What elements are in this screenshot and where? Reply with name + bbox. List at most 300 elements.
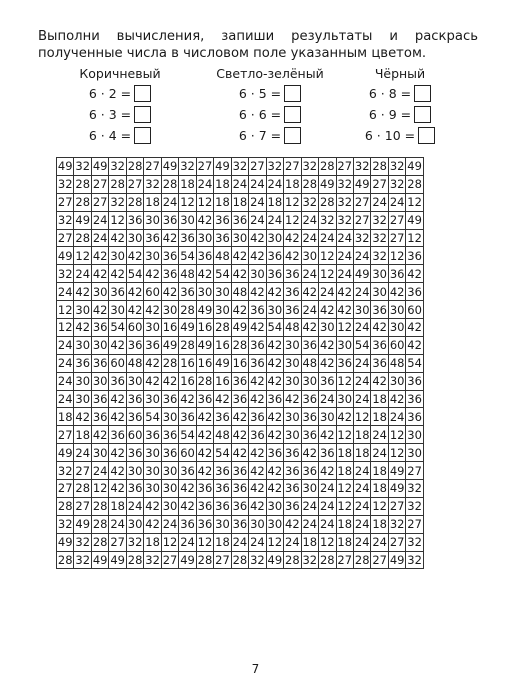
grid-cell[interactable]: 36 xyxy=(372,302,387,317)
grid-cell[interactable]: 42 xyxy=(389,284,405,299)
grid-cell[interactable]: 28 xyxy=(57,499,73,514)
grid-cell[interactable]: 36 xyxy=(162,248,178,263)
grid-cell[interactable]: 18 xyxy=(215,195,230,210)
grid-cell[interactable]: 24 xyxy=(302,266,318,281)
grid-cell[interactable]: 30 xyxy=(92,284,108,299)
grid-cell[interactable]: 30 xyxy=(145,392,160,407)
grid-cell[interactable]: 42 xyxy=(267,409,283,424)
grid-cell[interactable]: 28 xyxy=(319,195,335,210)
grid-cell[interactable]: 16 xyxy=(162,320,178,335)
grid-cell[interactable]: 24 xyxy=(267,177,283,192)
grid-cell[interactable]: 42 xyxy=(180,481,195,496)
grid-cell[interactable]: 24 xyxy=(372,535,387,550)
grid-cell[interactable]: 24 xyxy=(302,231,318,245)
grid-cell[interactable]: 30 xyxy=(232,231,248,245)
grid-cell[interactable]: 36 xyxy=(197,517,213,532)
grid-cell[interactable]: 27 xyxy=(372,553,387,568)
grid-cell[interactable]: 32 xyxy=(407,535,422,550)
grid-cell[interactable]: 30 xyxy=(145,481,160,496)
grid-cell[interactable]: 54 xyxy=(180,248,195,263)
grid-cell[interactable]: 32 xyxy=(337,195,353,210)
grid-cell[interactable]: 42 xyxy=(337,409,353,424)
grid-cell[interactable]: 49 xyxy=(57,248,73,263)
grid-cell[interactable]: 42 xyxy=(302,320,318,335)
grid-cell[interactable]: 42 xyxy=(267,463,283,478)
grid-cell[interactable]: 60 xyxy=(389,338,405,353)
grid-cell[interactable]: 48 xyxy=(302,356,318,371)
grid-cell[interactable]: 24 xyxy=(162,517,178,532)
grid-cell[interactable]: 12 xyxy=(337,481,353,496)
grid-cell[interactable]: 36 xyxy=(285,499,300,514)
grid-cell[interactable]: 36 xyxy=(110,427,125,442)
grid-cell[interactable]: 36 xyxy=(127,409,143,424)
grid-cell[interactable]: 18 xyxy=(302,535,318,550)
grid-cell[interactable]: 28 xyxy=(232,338,248,353)
grid-cell[interactable]: 36 xyxy=(92,320,108,335)
grid-cell[interactable]: 24 xyxy=(250,177,265,192)
grid-cell[interactable]: 28 xyxy=(232,553,248,568)
grid-cell[interactable]: 42 xyxy=(145,499,160,514)
grid-cell[interactable]: 42 xyxy=(180,499,195,514)
grid-cell[interactable]: 18 xyxy=(267,195,283,210)
grid-cell[interactable]: 24 xyxy=(110,517,125,532)
grid-cell[interactable]: 18 xyxy=(145,195,160,210)
grid-cell[interactable]: 27 xyxy=(354,213,370,228)
grid-cell[interactable]: 24 xyxy=(319,517,335,532)
grid-cell[interactable]: 36 xyxy=(197,248,213,263)
grid-cell[interactable]: 30 xyxy=(162,463,178,478)
grid-cell[interactable]: 27 xyxy=(110,535,125,550)
grid-cell[interactable]: 36 xyxy=(215,499,230,514)
grid-cell[interactable]: 12 xyxy=(162,535,178,550)
grid-cell[interactable]: 42 xyxy=(337,302,353,317)
grid-cell[interactable]: 28 xyxy=(127,553,143,568)
grid-cell[interactable]: 30 xyxy=(407,427,422,442)
grid-cell[interactable]: 30 xyxy=(285,338,300,353)
grid-cell[interactable]: 42 xyxy=(250,320,265,335)
grid-cell[interactable]: 24 xyxy=(372,427,387,442)
grid-cell[interactable]: 32 xyxy=(372,213,387,228)
grid-cell[interactable]: 30 xyxy=(75,302,91,317)
grid-cell[interactable]: 36 xyxy=(75,356,91,371)
grid-cell[interactable]: 42 xyxy=(250,481,265,496)
grid-cell[interactable]: 36 xyxy=(232,481,248,496)
grid-cell[interactable]: 60 xyxy=(180,445,195,460)
grid-cell[interactable]: 49 xyxy=(110,553,125,568)
grid-cell[interactable]: 18 xyxy=(372,392,387,407)
grid-cell[interactable]: 36 xyxy=(285,481,300,496)
grid-cell[interactable]: 42 xyxy=(110,266,125,281)
grid-cell[interactable]: 32 xyxy=(337,177,353,192)
grid-cell[interactable]: 42 xyxy=(285,517,300,532)
grid-cell[interactable]: 32 xyxy=(110,195,125,210)
grid-cell[interactable]: 12 xyxy=(75,248,91,263)
grid-cell[interactable]: 28 xyxy=(372,159,387,174)
grid-cell[interactable]: 24 xyxy=(92,213,108,228)
grid-cell[interactable]: 60 xyxy=(145,284,160,299)
grid-cell[interactable]: 42 xyxy=(232,427,248,442)
grid-cell[interactable]: 24 xyxy=(57,284,73,299)
grid-cell[interactable]: 42 xyxy=(92,302,108,317)
grid-cell[interactable]: 12 xyxy=(285,195,300,210)
grid-cell[interactable]: 28 xyxy=(180,338,195,353)
grid-cell[interactable]: 36 xyxy=(110,284,125,299)
grid-cell[interactable]: 16 xyxy=(215,374,230,389)
grid-cell[interactable]: 36 xyxy=(267,248,283,263)
grid-cell[interactable]: 36 xyxy=(285,284,300,299)
grid-cell[interactable]: 12 xyxy=(337,374,353,389)
grid-cell[interactable]: 24 xyxy=(57,338,73,353)
grid-cell[interactable]: 24 xyxy=(354,284,370,299)
grid-cell[interactable]: 28 xyxy=(197,553,213,568)
grid-cell[interactable]: 36 xyxy=(215,481,230,496)
grid-cell[interactable]: 36 xyxy=(197,499,213,514)
answer-box[interactable] xyxy=(284,127,301,144)
grid-cell[interactable]: 60 xyxy=(407,302,422,317)
grid-cell[interactable]: 24 xyxy=(302,302,318,317)
grid-cell[interactable]: 16 xyxy=(180,374,195,389)
grid-cell[interactable]: 32 xyxy=(302,553,318,568)
grid-cell[interactable]: 42 xyxy=(407,338,422,353)
grid-cell[interactable]: 12 xyxy=(337,320,353,335)
grid-cell[interactable]: 30 xyxy=(285,427,300,442)
grid-cell[interactable]: 24 xyxy=(302,517,318,532)
grid-cell[interactable]: 36 xyxy=(302,463,318,478)
grid-cell[interactable]: 18 xyxy=(354,427,370,442)
grid-cell[interactable]: 36 xyxy=(302,409,318,424)
grid-cell[interactable]: 36 xyxy=(145,338,160,353)
grid-cell[interactable]: 28 xyxy=(319,553,335,568)
grid-cell[interactable]: 24 xyxy=(75,266,91,281)
grid-cell[interactable]: 42 xyxy=(267,427,283,442)
grid-cell[interactable]: 32 xyxy=(337,213,353,228)
grid-cell[interactable]: 36 xyxy=(197,481,213,496)
grid-cell[interactable]: 42 xyxy=(250,284,265,299)
grid-cell[interactable]: 42 xyxy=(162,231,178,245)
grid-cell[interactable]: 36 xyxy=(302,427,318,442)
grid-cell[interactable]: 36 xyxy=(92,409,108,424)
grid-cell[interactable]: 27 xyxy=(407,463,422,478)
grid-cell[interactable]: 49 xyxy=(57,535,73,550)
grid-cell[interactable]: 32 xyxy=(389,159,405,174)
grid-cell[interactable]: 49 xyxy=(267,553,283,568)
grid-cell[interactable]: 30 xyxy=(319,409,335,424)
grid-cell[interactable]: 27 xyxy=(389,231,405,245)
grid-cell[interactable]: 30 xyxy=(337,392,353,407)
grid-cell[interactable]: 24 xyxy=(232,177,248,192)
grid-cell[interactable]: 42 xyxy=(407,266,422,281)
grid-cell[interactable]: 36 xyxy=(267,392,283,407)
grid-cell[interactable]: 36 xyxy=(232,517,248,532)
grid-cell[interactable]: 36 xyxy=(285,266,300,281)
grid-cell[interactable]: 32 xyxy=(319,213,335,228)
grid-cell[interactable]: 42 xyxy=(75,409,91,424)
grid-cell[interactable]: 27 xyxy=(57,195,73,210)
grid-cell[interactable]: 30 xyxy=(162,481,178,496)
grid-cell[interactable]: 36 xyxy=(180,463,195,478)
grid-cell[interactable]: 36 xyxy=(232,392,248,407)
grid-cell[interactable]: 30 xyxy=(285,374,300,389)
grid-cell[interactable]: 28 xyxy=(302,177,318,192)
grid-cell[interactable]: 28 xyxy=(92,535,108,550)
grid-cell[interactable]: 18 xyxy=(337,463,353,478)
grid-cell[interactable]: 42 xyxy=(250,248,265,263)
grid-cell[interactable]: 42 xyxy=(110,231,125,245)
grid-cell[interactable]: 32 xyxy=(372,231,387,245)
grid-cell[interactable]: 48 xyxy=(127,356,143,371)
grid-cell[interactable]: 27 xyxy=(389,535,405,550)
grid-cell[interactable]: 49 xyxy=(92,159,108,174)
grid-cell[interactable]: 28 xyxy=(197,374,213,389)
grid-cell[interactable]: 49 xyxy=(319,177,335,192)
grid-cell[interactable]: 32 xyxy=(145,177,160,192)
grid-cell[interactable]: 60 xyxy=(110,356,125,371)
grid-cell[interactable]: 49 xyxy=(197,302,213,317)
grid-cell[interactable]: 24 xyxy=(354,320,370,335)
grid-cell[interactable]: 49 xyxy=(215,159,230,174)
grid-cell[interactable]: 42 xyxy=(389,392,405,407)
grid-cell[interactable]: 36 xyxy=(407,248,422,263)
grid-cell[interactable]: 32 xyxy=(302,195,318,210)
grid-cell[interactable]: 32 xyxy=(372,248,387,263)
grid-cell[interactable]: 42 xyxy=(302,284,318,299)
grid-cell[interactable]: 42 xyxy=(110,463,125,478)
grid-cell[interactable]: 28 xyxy=(75,195,91,210)
grid-cell[interactable]: 36 xyxy=(180,284,195,299)
grid-cell[interactable]: 36 xyxy=(162,266,178,281)
grid-cell[interactable]: 42 xyxy=(110,392,125,407)
grid-cell[interactable]: 42 xyxy=(197,409,213,424)
grid-cell[interactable]: 36 xyxy=(250,427,265,442)
grid-cell[interactable]: 32 xyxy=(407,553,422,568)
grid-cell[interactable]: 27 xyxy=(162,553,178,568)
grid-cell[interactable]: 12 xyxy=(267,535,283,550)
grid-cell[interactable]: 30 xyxy=(215,517,230,532)
grid-cell[interactable]: 28 xyxy=(319,159,335,174)
grid-cell[interactable]: 42 xyxy=(267,356,283,371)
grid-cell[interactable]: 12 xyxy=(197,195,213,210)
grid-cell[interactable]: 32 xyxy=(232,159,248,174)
grid-cell[interactable]: 42 xyxy=(145,302,160,317)
grid-cell[interactable]: 12 xyxy=(407,231,422,245)
grid-cell[interactable]: 42 xyxy=(127,302,143,317)
grid-cell[interactable]: 30 xyxy=(145,445,160,460)
grid-cell[interactable]: 16 xyxy=(180,356,195,371)
grid-cell[interactable]: 24 xyxy=(337,266,353,281)
grid-cell[interactable]: 24 xyxy=(180,535,195,550)
grid-cell[interactable]: 30 xyxy=(372,266,387,281)
grid-cell[interactable]: 42 xyxy=(372,320,387,335)
grid-cell[interactable]: 42 xyxy=(162,284,178,299)
grid-cell[interactable]: 49 xyxy=(354,177,370,192)
grid-cell[interactable]: 24 xyxy=(354,481,370,496)
grid-cell[interactable]: 48 xyxy=(215,427,230,442)
grid-cell[interactable]: 24 xyxy=(197,177,213,192)
grid-cell[interactable]: 30 xyxy=(372,284,387,299)
grid-cell[interactable]: 49 xyxy=(389,481,405,496)
grid-cell[interactable]: 49 xyxy=(197,338,213,353)
grid-cell[interactable]: 42 xyxy=(110,338,125,353)
grid-cell[interactable]: 30 xyxy=(127,231,143,245)
grid-cell[interactable]: 30 xyxy=(145,213,160,228)
grid-cell[interactable]: 30 xyxy=(127,517,143,532)
grid-cell[interactable]: 42 xyxy=(92,266,108,281)
grid-cell[interactable]: 12 xyxy=(197,535,213,550)
grid-cell[interactable]: 12 xyxy=(57,302,73,317)
grid-cell[interactable]: 32 xyxy=(267,159,283,174)
grid-cell[interactable]: 18 xyxy=(354,445,370,460)
grid-cell[interactable]: 12 xyxy=(319,535,335,550)
answer-box[interactable] xyxy=(414,106,431,123)
grid-cell[interactable]: 42 xyxy=(372,374,387,389)
answer-box[interactable] xyxy=(284,85,301,102)
answer-box[interactable] xyxy=(414,85,431,102)
grid-cell[interactable]: 36 xyxy=(215,409,230,424)
grid-cell[interactable]: 36 xyxy=(250,338,265,353)
grid-cell[interactable]: 24 xyxy=(57,356,73,371)
grid-cell[interactable]: 30 xyxy=(197,284,213,299)
grid-cell[interactable]: 49 xyxy=(180,320,195,335)
grid-cell[interactable]: 49 xyxy=(407,213,422,228)
grid-cell[interactable]: 42 xyxy=(250,463,265,478)
grid-cell[interactable]: 30 xyxy=(302,374,318,389)
grid-cell[interactable]: 24 xyxy=(319,392,335,407)
grid-cell[interactable]: 36 xyxy=(267,445,283,460)
grid-cell[interactable]: 49 xyxy=(57,159,73,174)
grid-cell[interactable]: 12 xyxy=(389,427,405,442)
grid-cell[interactable]: 16 xyxy=(197,320,213,335)
grid-cell[interactable]: 42 xyxy=(145,356,160,371)
grid-cell[interactable]: 24 xyxy=(354,535,370,550)
grid-cell[interactable]: 24 xyxy=(337,248,353,263)
grid-cell[interactable]: 42 xyxy=(267,374,283,389)
grid-cell[interactable]: 24 xyxy=(92,463,108,478)
grid-cell[interactable]: 24 xyxy=(250,535,265,550)
grid-cell[interactable]: 42 xyxy=(92,427,108,442)
grid-cell[interactable]: 27 xyxy=(75,463,91,478)
grid-cell[interactable]: 24 xyxy=(354,248,370,263)
grid-cell[interactable]: 30 xyxy=(389,302,405,317)
grid-cell[interactable]: 30 xyxy=(215,302,230,317)
grid-cell[interactable]: 42 xyxy=(197,427,213,442)
grid-cell[interactable]: 27 xyxy=(75,499,91,514)
grid-cell[interactable]: 24 xyxy=(250,195,265,210)
grid-cell[interactable]: 42 xyxy=(250,392,265,407)
grid-cell[interactable]: 42 xyxy=(267,284,283,299)
grid-cell[interactable]: 28 xyxy=(162,177,178,192)
grid-cell[interactable]: 18 xyxy=(372,481,387,496)
grid-cell[interactable]: 30 xyxy=(145,320,160,335)
grid-cell[interactable]: 18 xyxy=(372,409,387,424)
grid-cell[interactable]: 27 xyxy=(250,159,265,174)
grid-cell[interactable]: 36 xyxy=(302,338,318,353)
grid-cell[interactable]: 36 xyxy=(285,302,300,317)
answer-box[interactable] xyxy=(284,106,301,123)
grid-cell[interactable]: 18 xyxy=(75,427,91,442)
grid-cell[interactable]: 36 xyxy=(92,392,108,407)
grid-cell[interactable]: 36 xyxy=(127,338,143,353)
grid-cell[interactable]: 30 xyxy=(92,374,108,389)
grid-cell[interactable]: 27 xyxy=(92,177,108,192)
grid-cell[interactable]: 36 xyxy=(407,284,422,299)
grid-cell[interactable]: 36 xyxy=(319,374,335,389)
grid-cell[interactable]: 24 xyxy=(319,481,335,496)
grid-cell[interactable]: 42 xyxy=(232,409,248,424)
grid-cell[interactable]: 27 xyxy=(57,481,73,496)
grid-cell[interactable]: 42 xyxy=(197,445,213,460)
grid-cell[interactable]: 42 xyxy=(127,248,143,263)
grid-cell[interactable]: 24 xyxy=(250,213,265,228)
grid-cell[interactable]: 24 xyxy=(92,231,108,245)
grid-cell[interactable]: 24 xyxy=(389,195,405,210)
grid-cell[interactable]: 30 xyxy=(267,517,283,532)
grid-cell[interactable]: 54 xyxy=(215,445,230,460)
grid-cell[interactable]: 32 xyxy=(250,553,265,568)
grid-cell[interactable]: 49 xyxy=(354,266,370,281)
grid-cell[interactable]: 49 xyxy=(92,553,108,568)
grid-cell[interactable]: 18 xyxy=(145,535,160,550)
grid-cell[interactable]: 49 xyxy=(232,320,248,335)
grid-cell[interactable]: 24 xyxy=(354,463,370,478)
grid-cell[interactable]: 24 xyxy=(302,213,318,228)
grid-cell[interactable]: 12 xyxy=(337,427,353,442)
grid-cell[interactable]: 42 xyxy=(285,392,300,407)
grid-cell[interactable]: 27 xyxy=(145,159,160,174)
grid-cell[interactable]: 36 xyxy=(145,231,160,245)
grid-cell[interactable]: 32 xyxy=(75,535,91,550)
grid-cell[interactable]: 16 xyxy=(197,356,213,371)
grid-cell[interactable]: 42 xyxy=(319,338,335,353)
grid-cell[interactable]: 49 xyxy=(75,517,91,532)
grid-cell[interactable]: 49 xyxy=(215,356,230,371)
grid-cell[interactable]: 28 xyxy=(127,159,143,174)
grid-cell[interactable]: 42 xyxy=(250,231,265,245)
answer-box[interactable] xyxy=(134,85,151,102)
grid-cell[interactable]: 36 xyxy=(145,427,160,442)
grid-cell[interactable]: 36 xyxy=(92,356,108,371)
grid-cell[interactable]: 18 xyxy=(215,177,230,192)
grid-cell[interactable]: 30 xyxy=(180,213,195,228)
grid-cell[interactable]: 28 xyxy=(57,553,73,568)
grid-cell[interactable]: 30 xyxy=(110,248,125,263)
grid-cell[interactable]: 28 xyxy=(407,177,422,192)
grid-cell[interactable]: 30 xyxy=(389,374,405,389)
grid-cell[interactable]: 28 xyxy=(127,195,143,210)
grid-cell[interactable]: 28 xyxy=(354,553,370,568)
grid-cell[interactable]: 24 xyxy=(302,499,318,514)
grid-cell[interactable]: 32 xyxy=(57,213,73,228)
grid-cell[interactable]: 36 xyxy=(232,463,248,478)
grid-cell[interactable]: 30 xyxy=(285,409,300,424)
grid-cell[interactable]: 54 xyxy=(407,356,422,371)
grid-cell[interactable]: 27 xyxy=(285,159,300,174)
grid-cell[interactable]: 42 xyxy=(197,266,213,281)
grid-cell[interactable]: 48 xyxy=(180,266,195,281)
grid-cell[interactable]: 32 xyxy=(57,463,73,478)
grid-cell[interactable]: 24 xyxy=(57,392,73,407)
answer-box[interactable] xyxy=(418,127,435,144)
grid-cell[interactable]: 24 xyxy=(354,499,370,514)
grid-cell[interactable]: 24 xyxy=(354,374,370,389)
grid-cell[interactable]: 36 xyxy=(285,463,300,478)
grid-cell[interactable]: 54 xyxy=(215,266,230,281)
grid-cell[interactable]: 32 xyxy=(145,553,160,568)
answer-box[interactable] xyxy=(134,127,151,144)
grid-cell[interactable]: 30 xyxy=(75,338,91,353)
grid-cell[interactable]: 18 xyxy=(337,535,353,550)
grid-cell[interactable]: 32 xyxy=(407,499,422,514)
grid-cell[interactable]: 27 xyxy=(337,159,353,174)
